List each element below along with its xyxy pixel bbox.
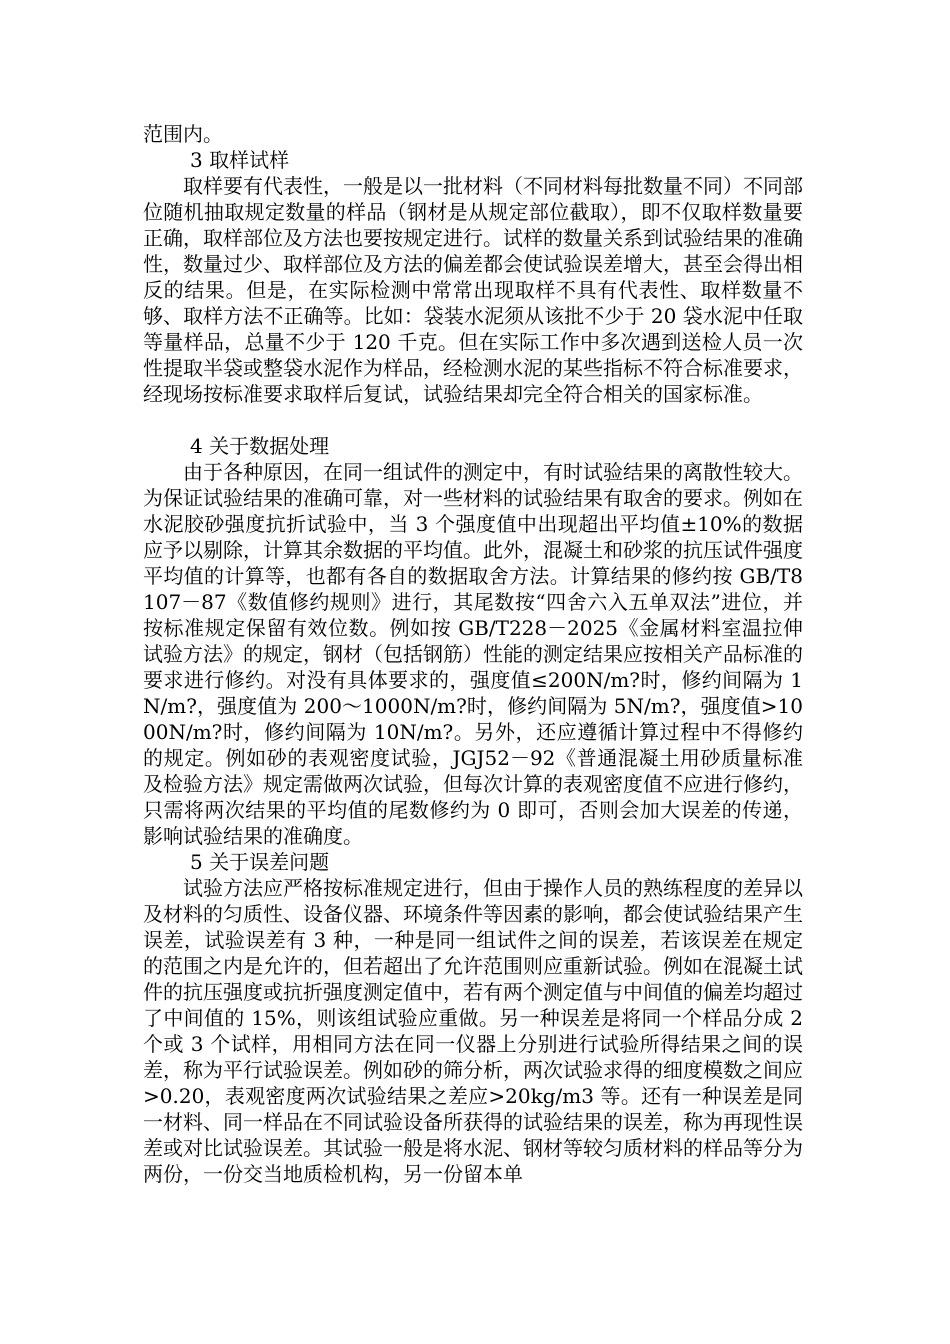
paragraph-data-processing: 由于各种原因，在同一组试件的测定中，有时试验结果的离散性较大。为保证试验结果的准确可靠，对一些材料的试验结果有取舍的要求。例如在水泥胶砂强度抗折试验中，当 3 个强度值中出现超出平均值±10%的数据应予以剔除，计算其余数据的平均值。此外，混凝土和砂浆的抗压试件强度平均值的计算等，也都有各自的数据取舍方法。计算结果的修约按 GB/T8107－87《数值修约规则》进行，其尾数按“四舍六入五单双法”进位，并按标准规定保留有效位数。例如按 GB/T228－2025《金属材料室温拉伸试验方法》的规定，钢材（包括钢筋）性能的测定结果应按相关产品标准的要求进行修约。对没有具体要求的，强度值≤200N/m?时，修约间隔为 1N/m?，强度值为 200～1000N/m?时，修约间隔为 5N/m?，强度值>1000N/m?时，修约间隔为 10N/m?。另外，还应遵循计算过程中不得修约的规定。例如砂的表观密度试验，JGJ52－92《普通混凝土用砂质量标准及检验方法》规定需做两次试验，但每次计算的表观密度值不应进行修约，只需将两次结果的平均值的尾数修约为 0 即可，否则会加大误差的传递，影响试验结果的准确度。 [143,460,803,848]
continuation-text: 范围内。 [143,122,223,146]
section-heading-data-processing: 4 关于数据处理 [190,434,330,458]
section-heading-error: 5 关于误差问题 [190,850,330,874]
paragraph-sampling: 取样要有代表性，一般是以一批材料（不同材料每批数量不同）不同部位随机抽取规定数量的样品（钢材是从规定部位截取），即不仅取样数量要正确，取样部位及方法也要按规定进行。试样的数量关系到试验结果的准确性，数量过少、取样部位及方法的偏差都会使试验误差增大，甚至会得出相反的结果。但是，在实际检测中常常出现取样不具有代表性、取样数量不够、取样方法不正确等。比如：袋装水泥须从该批不少于 20 袋水泥中任取等量样品，总量不少于 120 千克。但在实际工作中多次遇到送检人员一次性提取半袋或整袋水泥作为样品，经检测水泥的某些指标不符合标准要求，经现场按标准要求取样后复试，试验结果却完全符合相关的国家标准。 [143,174,803,406]
section-spacer [143,407,803,433]
section-heading-sampling: 3 取样试样 [190,148,290,172]
paragraph-error: 试验方法应严格按标准规定进行，但由于操作人员的熟练程度的差异以及材料的匀质性、设备仪器、环境条件等因素的影响，都会使试验结果产生误差，试验误差有 3 种，一种是同一组试件之间的误差，若该误差在规定的范围之内是允许的，但若超出了允许范围则应重新试验。例如在混凝土试件的抗压强度或抗折强度测定值中，若有两个测定值与中间值的偏差均超过了中间值的 15%，则该组试验应重做。另一种误差是将同一个样品分成 2 个或 3 个试样，用相同方法在同一仪器上分别进行试验所得结果之间的误差，称为平行试验误差。例如砂的筛分析，两次试验求得的细度模数之间应>0.20，表观密度两次试验结果之差应>20kg/m3 等。还有一种误差是同一材料、同一样品在不同试验设备所获得的试验结果的误差，称为再现性误差或对比试验误差。其试验一般是将水泥、钢材等较匀质材料的样品等分为两份，一份交当地质检机构，另一份留本单 [143,876,803,1186]
document-body [143,121,803,1187]
